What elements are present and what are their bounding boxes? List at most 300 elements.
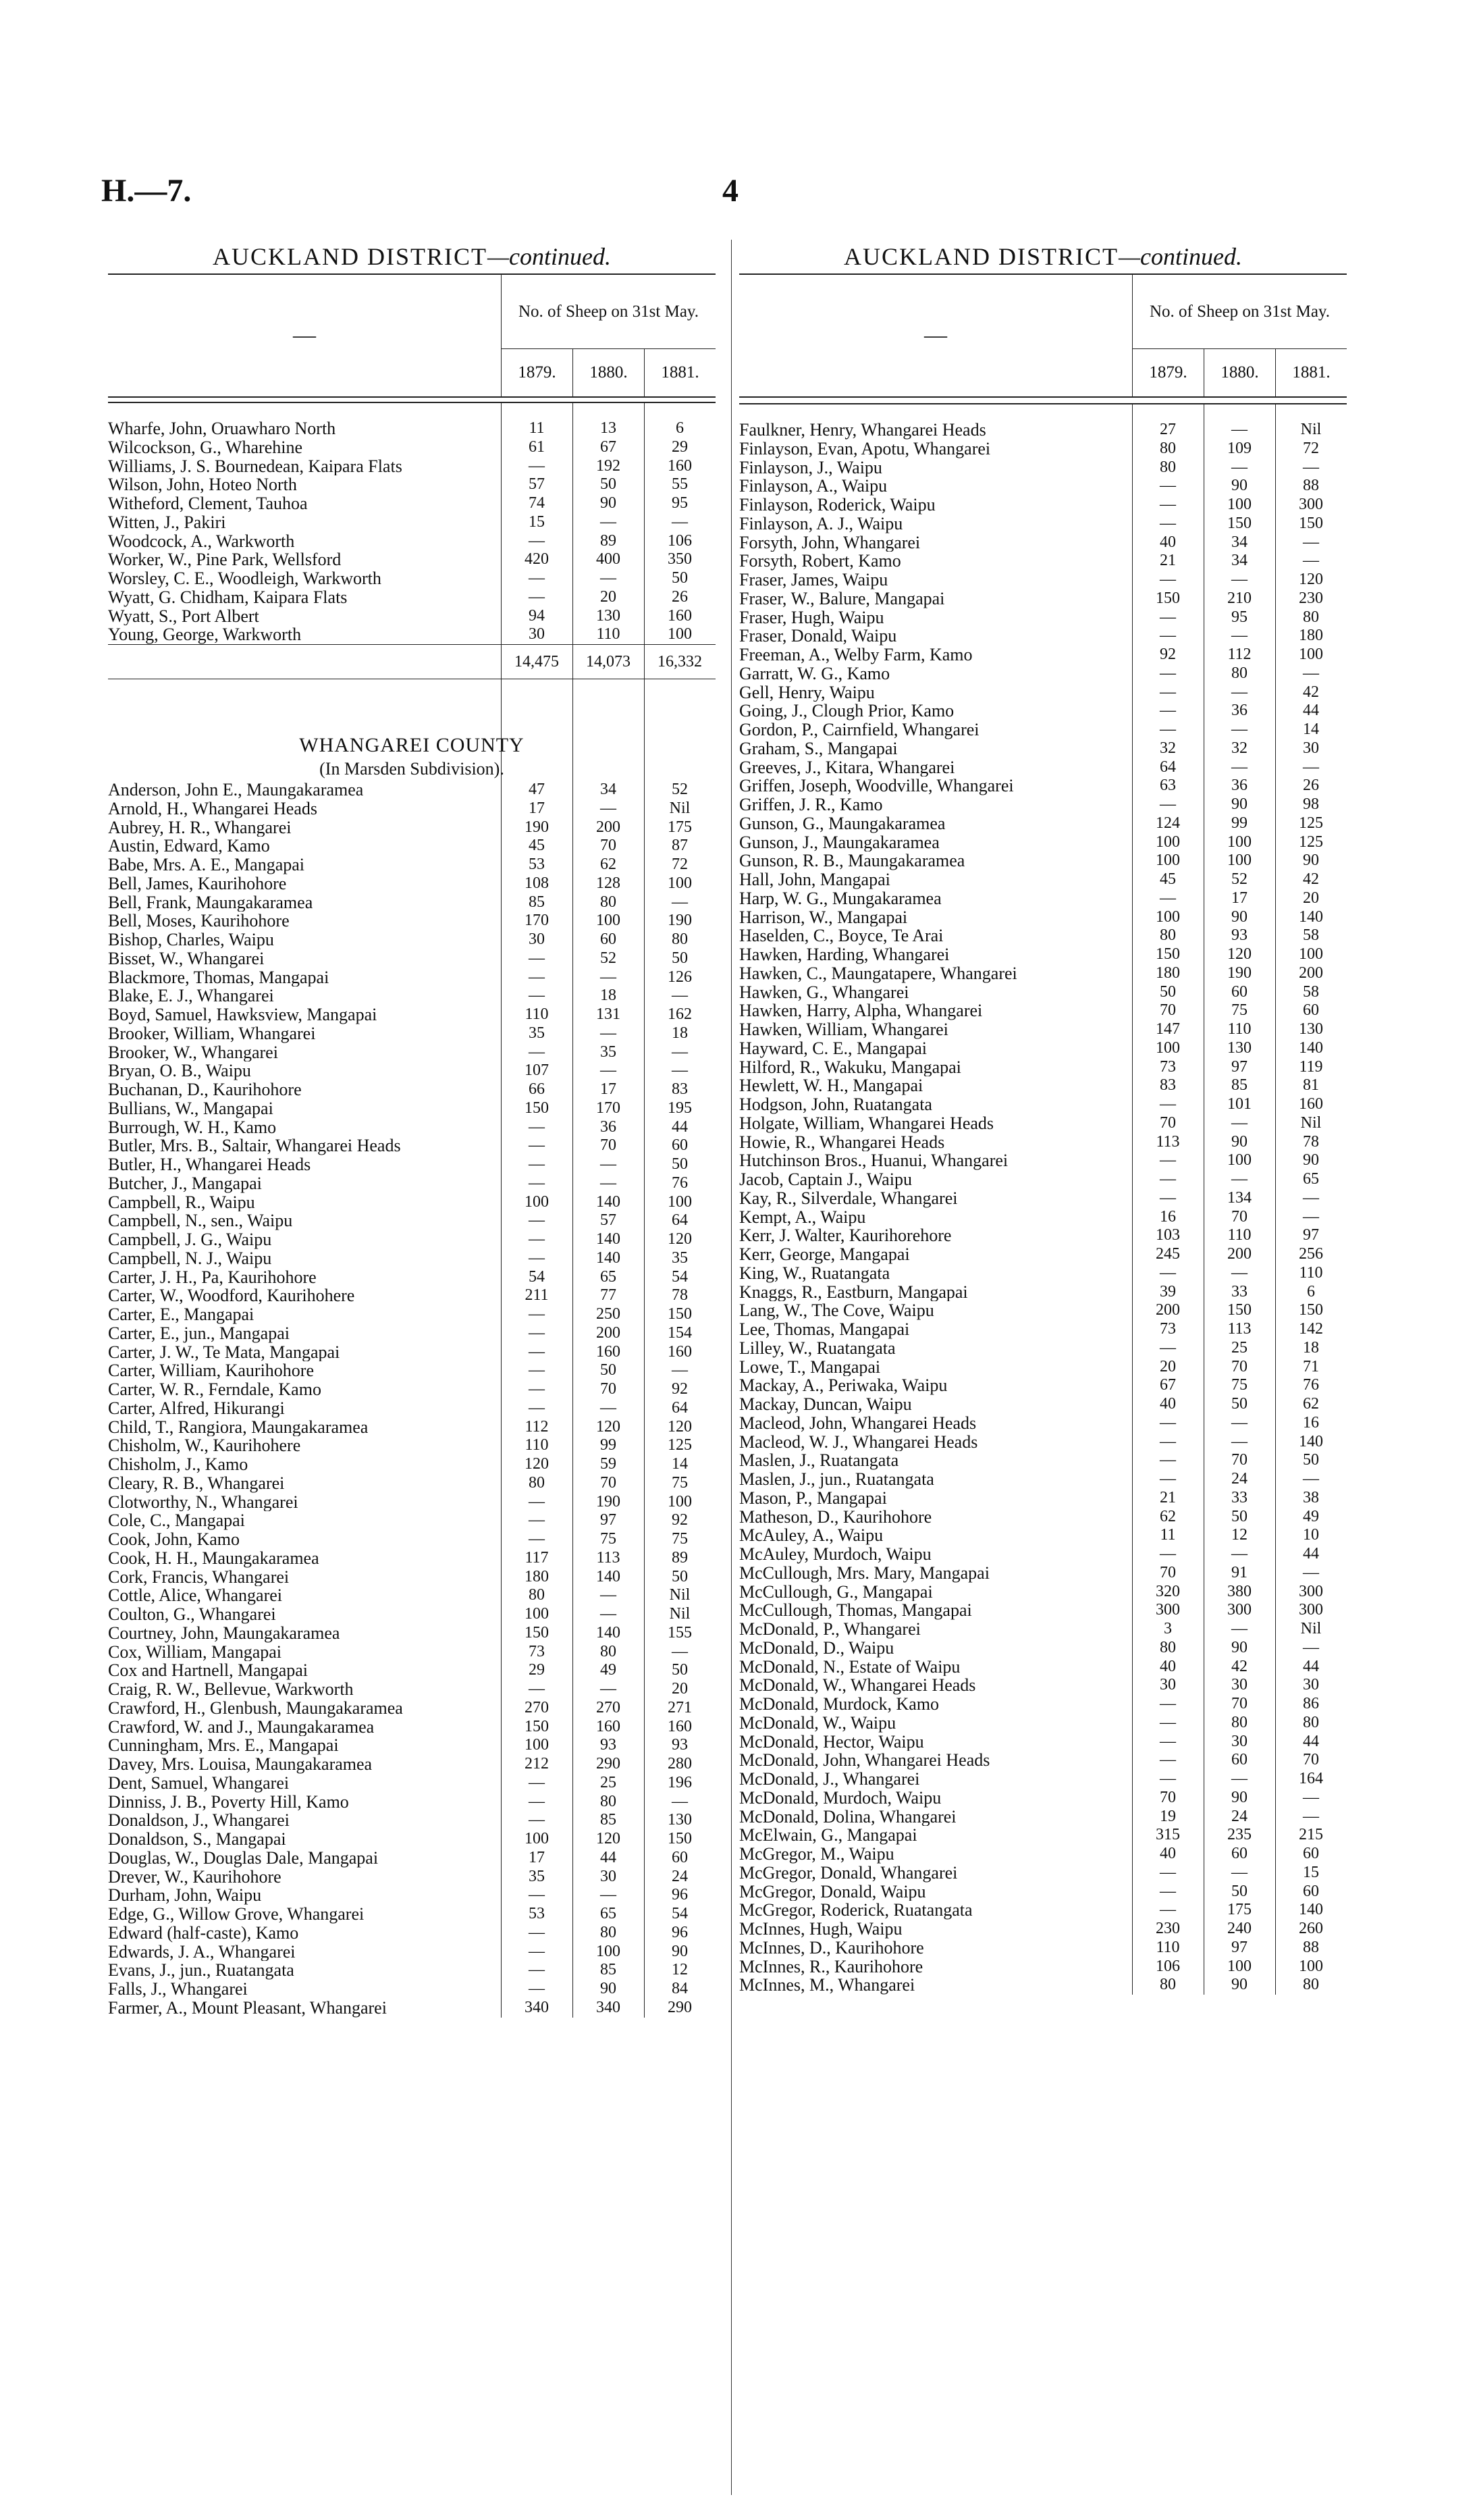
sheep-1880: 90 [600,1980,616,1997]
sheep-1880: 240 [1227,1920,1252,1937]
table-row [739,1976,1347,1995]
sheep-1879: 40 [1160,1395,1176,1413]
table-row [739,589,1347,608]
sheep-1881: 76 [1303,1376,1319,1394]
header-year-1879: 1879. [501,349,572,396]
table-row [739,1226,1347,1245]
sheep-1881: 6 [1307,1282,1315,1301]
owner-name: McElwain, G., Mangapai [739,1826,917,1845]
table-row [108,1211,716,1230]
sheep-1879: 100 [525,1830,549,1847]
sheep-1879: 315 [1156,1826,1180,1844]
sheep-1879: 112 [525,1417,549,1436]
sheep-1880: 13 [600,419,616,437]
sheep-1881: 100 [668,1192,692,1211]
owner-name: Williams, J. S. Bournedean, Kaipara Flats [108,456,402,476]
sheep-1881: 100 [1299,646,1323,663]
owner-name: Hawken, William, Whangarei [739,1020,948,1039]
sheep-1880: 91 [1231,1563,1248,1581]
sheep-1880: 90 [600,494,616,512]
owner-name: Carter, Alfred, Hikurangi [108,1398,285,1418]
sheep-1881: — [1303,1563,1319,1581]
table-row [108,1886,716,1905]
page-reference: H.—7. [101,173,192,209]
sheep-1880: 200 [596,818,620,836]
owner-name: McDonald, Hector, Waipu [739,1732,924,1752]
sheep-1881: — [1303,1470,1319,1488]
owner-name: McInnes, Hugh, Waipu [739,1920,903,1939]
sheep-1881: 140 [1299,1901,1323,1919]
sheep-1879: 11 [1160,1526,1176,1544]
right-column-title: AUCKLAND DISTRICT—continued. [844,243,1242,270]
sheep-1881: — [1303,664,1319,682]
table-row [739,1770,1347,1789]
sheep-1879: 245 [1156,1245,1180,1263]
owner-name: Woodcock, A., Warkworth [108,531,295,551]
owner-name: Finlayson, A., Waipu [739,477,888,496]
table-row [739,702,1347,720]
sheep-1879: — [1160,1413,1176,1432]
owner-name: Maslen, J., Ruatangata [739,1451,899,1470]
sheep-1880: — [1231,720,1248,738]
sheep-1881: 89 [672,1548,688,1567]
sheep-1880: — [1231,627,1248,645]
table-row [739,1751,1347,1770]
sheep-1879: — [529,1923,545,1941]
sheep-1880: 70 [600,837,616,855]
owner-name: Clotworthy, N., Whangarei [108,1492,298,1512]
owner-name: Witheford, Clement, Tauhoa [108,494,308,513]
owner-name: Bisset, W., Whangarei [108,949,265,968]
owner-name: Worsley, C. E., Woodleigh, Warkworth [108,569,381,588]
sheep-1881: 80 [672,930,688,948]
sheep-1881: 260 [1299,1920,1323,1937]
table-row [108,1868,716,1887]
table-row [739,1245,1347,1264]
sheep-1880: 60 [1231,1845,1248,1862]
sheep-1880: 52 [600,949,616,967]
sheep-1879: 80 [1160,458,1176,476]
sheep-1880: 80 [600,1792,616,1810]
sheep-1880: — [1231,571,1248,588]
sheep-1881: 95 [672,494,688,512]
right-table-header [739,273,1347,398]
owner-name: Fraser, James, Waipu [739,571,888,589]
sheep-1880: 140 [596,1567,620,1585]
sheep-1880: 33 [1231,1488,1248,1506]
table-row [739,1958,1347,1976]
sheep-1879: — [529,1323,545,1342]
table-row [739,533,1347,552]
sheep-1879: 92 [1160,646,1176,663]
sheep-1881: 125 [1299,814,1323,832]
sheep-1881: 93 [672,1736,688,1754]
table-row [739,1526,1347,1545]
table-row [108,930,716,949]
owner-name: Lowe, T., Mangapai [739,1357,881,1377]
table-row [108,1830,716,1849]
section-subheading: (In Marsden Subdivision). [319,759,504,779]
sheep-1880: 131 [596,1005,620,1023]
sheep-1881: — [672,893,688,911]
owner-name: Gell, Henry, Waipu [739,683,875,702]
sheep-1879: 53 [529,856,545,873]
sheep-1881: 350 [668,550,692,569]
table-row [108,475,716,494]
table-row [739,1208,1347,1227]
owner-name: Macleod, John, Whangarei Heads [739,1413,977,1433]
sheep-1879: — [529,531,545,550]
sheep-1880: 340 [596,1998,620,2016]
table-row [739,1489,1347,1508]
table-row [739,1395,1347,1414]
sheep-1879: 70 [1160,1563,1176,1581]
sheep-1881: — [1303,552,1319,570]
sheep-1881: 160 [668,1717,692,1735]
sheep-1881: 24 [672,1867,688,1885]
sheep-1881: Nil [669,799,691,817]
sheep-1881: 160 [668,606,692,625]
owner-name: Campbell, N., sen., Waipu [108,1211,293,1230]
sheep-1880: 130 [596,606,620,625]
owner-name: Hewlett, W. H., Mangapai [739,1076,923,1095]
sheep-1880: 200 [1227,1245,1252,1263]
sheep-1881: 150 [668,1830,692,1847]
sheep-1880: 97 [1231,1057,1248,1076]
left-table-body [108,402,716,2018]
table-row [108,1380,716,1399]
sheep-1879: — [529,569,545,587]
owner-name: Finlayson, A. J., Waipu [739,514,903,533]
sheep-1879: 100 [1156,1039,1180,1057]
sheep-1879: 100 [1156,833,1180,851]
sheep-1881: 119 [1299,1057,1323,1076]
sheep-1881: — [672,1792,688,1810]
table-row [739,1001,1347,1020]
sheep-1880: — [1231,458,1248,476]
owner-name: Drever, W., Kaurihohore [108,1867,281,1887]
sheep-1881: 92 [672,1380,688,1398]
sheep-1881: 120 [1299,571,1323,588]
sheep-1880: 170 [596,1099,620,1117]
table-row [108,588,716,607]
sheep-1880: 113 [1227,1320,1252,1338]
table-row [739,458,1347,477]
sheep-1879: — [529,456,545,475]
owner-name: Holgate, William, Whangarei Heads [739,1113,994,1133]
sheep-1879: — [1160,889,1176,907]
table-row [739,1620,1347,1639]
owner-name: Cork, Francis, Whangarei [108,1567,290,1587]
owner-name: Bryan, O. B., Waipu [108,1061,251,1080]
sheep-1880: — [1231,1263,1248,1282]
sheep-1881: 50 [672,1661,688,1679]
sheep-1881: 54 [672,1267,688,1286]
header-year-1880: 1880. [1204,349,1275,396]
table-row [739,1433,1347,1452]
owner-name: Dent, Samuel, Whangarei [108,1773,290,1793]
sheep-1881: 90 [672,1942,688,1960]
sheep-1881: 49 [1303,1507,1319,1525]
sheep-1880: 175 [1227,1901,1252,1919]
sheep-1881: 62 [1303,1395,1319,1413]
sheep-1881: 195 [668,1099,692,1117]
table-row [739,1883,1347,1901]
sheep-1879: — [529,1773,545,1791]
sheep-1879: 106 [1156,1957,1180,1975]
sheep-1880: 20 [600,587,616,606]
sheep-1880: — [1231,1432,1248,1450]
sheep-1879: 15 [529,513,545,531]
sheep-1879: — [1160,1732,1176,1750]
owner-name: Hall, John, Mangapai [739,870,890,889]
sheep-1879: 35 [529,1867,545,1885]
sheep-1879: — [1160,1901,1176,1919]
table-row [108,1061,716,1080]
sheep-1880: — [600,968,616,986]
sheep-1881: 65 [1303,1170,1319,1188]
table-row [739,496,1347,515]
sheep-1881: 64 [672,1211,688,1230]
table-row [739,739,1347,758]
sheep-1881: 290 [668,1998,692,2016]
owner-name: Faulkner, Henry, Whangarei Heads [739,421,986,440]
sheep-1880: — [1231,1545,1248,1563]
sheep-1880: 70 [1231,1207,1248,1226]
sheep-1881: 280 [668,1755,692,1773]
sheep-1881: — [1303,1188,1319,1207]
sheep-1880: 34 [1231,533,1248,551]
sheep-1880: — [1231,758,1248,776]
table-row [108,550,716,569]
table-row [739,889,1347,908]
sheep-1879: 40 [1160,1657,1176,1675]
table-row [108,1980,716,1999]
sheep-1880: 30 [1231,1676,1248,1694]
sheep-1880: 95 [1231,608,1248,626]
sheep-1879: 73 [529,1642,545,1660]
sheep-1879: 100 [525,1192,549,1211]
sheep-1881: 64 [672,1398,688,1417]
table-row [739,477,1347,496]
sheep-1879: — [529,1249,545,1267]
table-row [108,893,716,912]
owner-name: McCullough, Thomas, Mangapai [739,1601,972,1620]
sheep-1880: 100 [1227,1957,1252,1975]
table-row [108,987,716,1005]
sheep-1881: — [672,987,688,1005]
owner-name: Cottle, Alice, Whangarei [108,1586,282,1605]
owner-name: Brooker, William, Whangarei [108,1024,316,1043]
sheep-1880: 290 [596,1755,620,1773]
sheep-1881: 100 [668,1492,692,1511]
table-row [108,1586,716,1605]
owner-name: Bishop, Charles, Waipu [108,930,274,949]
table-row [108,1343,716,1362]
owner-name: Finlayson, Evan, Apotu, Whangarei [739,439,991,458]
sheep-1879: 100 [1156,908,1180,926]
sheep-1879: 230 [1156,1920,1180,1937]
sheep-1881: 80 [1303,1713,1319,1731]
table-row [108,569,716,588]
sheep-1880: 34 [600,781,616,798]
sheep-1881: 126 [668,968,692,986]
sheep-1880: 128 [596,874,620,892]
owner-name: McGregor, M., Waipu [739,1845,894,1864]
table-row [739,1170,1347,1189]
owner-name: Cole, C., Mangapai [108,1511,245,1530]
owner-name: Edge, G., Willow Grove, Whangarei [108,1905,365,1924]
owner-name: McGregor, Roderick, Ruatangata [739,1901,973,1920]
sheep-1881: 42 [1303,683,1319,701]
sheep-1879: — [1160,514,1176,532]
owner-name: Campbell, R., Waipu [108,1192,255,1212]
sheep-1879: — [529,1811,545,1829]
table-row [739,1695,1347,1714]
sheep-1879: — [1160,1263,1176,1282]
table-row [739,1283,1347,1302]
table-row [739,1189,1347,1208]
sheep-1879: — [1160,1863,1176,1881]
sheep-1881: 125 [668,1436,692,1454]
sheep-1881: Nil [1300,1620,1322,1637]
sheep-1879: 50 [1160,982,1176,1001]
owner-name: Kempt, A., Waipu [739,1207,866,1227]
sheep-1881: 256 [1299,1245,1323,1263]
sheep-1881: 58 [1303,982,1319,1001]
sheep-1879: — [529,1118,545,1136]
sheep-1879: — [1160,1095,1176,1113]
total-value: 14,073 [586,653,631,671]
table-row [739,1845,1347,1864]
sheep-1880: 50 [600,475,616,494]
sheep-1879: — [1160,702,1176,720]
sheep-1879: 45 [1160,870,1176,888]
sheep-1881: 150 [1299,514,1323,532]
table-row [108,1174,716,1193]
sheep-1881: 83 [672,1080,688,1098]
table-row [739,1339,1347,1358]
sheep-1881: 120 [668,1230,692,1248]
sheep-1879: 45 [529,837,545,855]
table-row [108,457,716,476]
sheep-1880: 160 [596,1717,620,1735]
table-row [739,1151,1347,1170]
table-row [108,1268,716,1287]
sheep-1880: 42 [1231,1657,1248,1675]
table-row [108,1305,716,1324]
sheep-1881: 88 [1303,1938,1319,1956]
sheep-1879: — [1160,1338,1176,1357]
sheep-1879: 57 [529,475,545,494]
owner-name: Hodgson, John, Ruatangata [739,1095,932,1114]
sheep-1880: 250 [596,1305,620,1323]
sheep-1879: — [1160,496,1176,513]
table-row [108,1080,716,1099]
sheep-1880: 140 [596,1623,620,1642]
header-sheep-count: No. of Sheep on 31st May. [1132,275,1347,349]
sheep-1879: — [1160,795,1176,813]
sheep-1879: 74 [529,494,545,512]
table-row [108,1680,716,1699]
table-row [108,1005,716,1024]
sheep-1879: 190 [525,818,549,836]
sheep-1880: 60 [600,930,616,948]
sheep-1880: 270 [596,1698,620,1716]
sheep-1879: 150 [525,1717,549,1735]
sheep-1879: — [529,1342,545,1361]
owner-name: Kerr, George, Mangapai [739,1245,910,1264]
owner-name: Carter, J. H., Pa, Kaurihohore [108,1267,317,1287]
sheep-1880: 70 [1231,1357,1248,1375]
sheep-1881: 300 [1299,1582,1323,1600]
sheep-1880: 101 [1227,1095,1252,1113]
sheep-1881: 196 [668,1773,692,1791]
sheep-1881: Nil [1300,421,1322,438]
sheep-1879: — [529,1680,545,1698]
owner-name: Carter, J. W., Te Mata, Mangapai [108,1342,340,1362]
sheep-1881: — [672,513,688,531]
sheep-1879: 73 [1160,1320,1176,1338]
owner-name: Wilcockson, G., Wharehine [108,438,302,457]
owner-name: Carter, William, Kaurihohore [108,1361,315,1380]
owner-name: Dinniss, J. B., Poverty Hill, Kamo [108,1792,349,1812]
owner-name: Donaldson, J., Whangarei [108,1811,290,1830]
sheep-1881: 18 [1303,1338,1319,1357]
sheep-1881: 29 [672,438,688,456]
owner-name: McGregor, Donald, Whangarei [739,1863,958,1883]
sheep-1879: — [529,1942,545,1960]
sheep-1879: — [1160,1151,1176,1170]
sheep-1879: 11 [529,419,545,437]
table-row [739,926,1347,945]
owner-name: Gunson, G., Maungakaramea [739,814,946,833]
table-row [108,1755,716,1774]
table-row [739,1545,1347,1564]
sheep-1879: — [1160,477,1176,495]
sheep-1879: — [529,1174,545,1192]
sheep-1881: — [672,1361,688,1380]
left-table-header [108,273,716,398]
table-row [739,945,1347,964]
owner-name: Hawken, Harry, Alpha, Whangarei [739,1001,983,1020]
sheep-1880: 99 [1231,814,1248,832]
owner-name: Lilley, W., Ruatangata [739,1338,896,1358]
table-row [108,1118,716,1137]
owner-name: McDonald, W., Waipu [739,1713,896,1733]
sheep-1879: 17 [529,1848,545,1866]
owner-name: Bell, James, Kaurihohore [108,874,287,893]
sheep-1880: 50 [1231,1395,1248,1413]
sheep-1880: 65 [600,1267,616,1286]
owner-name: Hawken, G., Whangarei [739,982,909,1002]
sheep-1879: 211 [525,1286,549,1305]
owner-name: King, W., Ruatangata [739,1263,890,1283]
sheep-1881: 140 [1299,908,1323,926]
sheep-1880: 300 [1227,1601,1252,1619]
sheep-1880: — [600,1398,616,1417]
sheep-1880: 57 [600,1211,616,1230]
header-year-1880: 1880. [572,349,644,396]
owner-name: Wharfe, John, Oruawharo North [108,419,336,438]
sheep-1880: 17 [600,1080,616,1098]
owner-name: McDonald, D., Waipu [739,1638,894,1658]
sheep-1879: 83 [1160,1076,1176,1095]
sheep-1880: 34 [1231,552,1248,570]
table-row [739,1039,1347,1058]
sheep-1879: 113 [1156,1132,1180,1151]
sheep-1879: — [529,587,545,606]
